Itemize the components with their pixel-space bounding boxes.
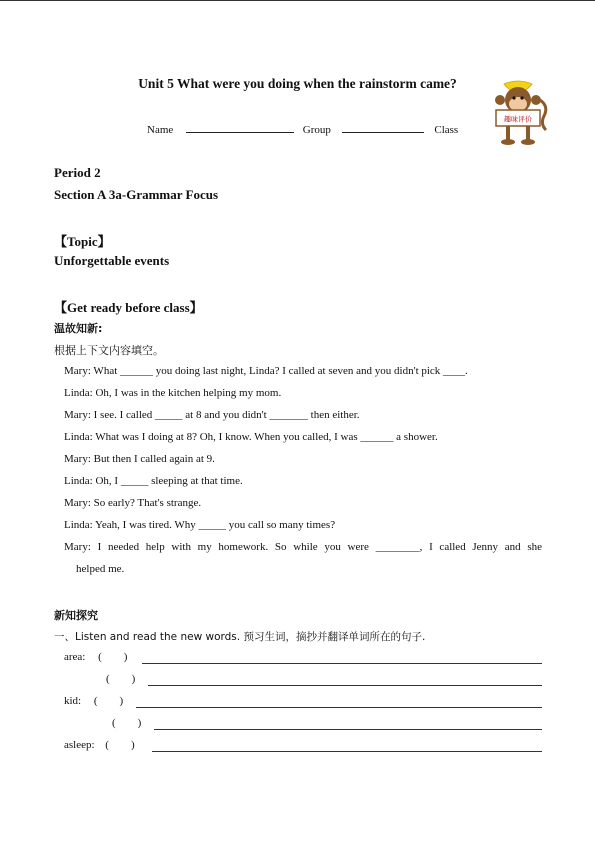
review-heading: 温故知新: — [54, 322, 103, 335]
student-info-row — [147, 122, 458, 136]
instruction-text: 根据上下文内容填空。 — [54, 344, 164, 357]
section-heading: Section A 3a-Grammar Focus — [54, 187, 219, 202]
group-field[interactable] — [342, 122, 424, 133]
period-heading: Period 2 — [54, 165, 101, 180]
vocab-word: asleep: — [64, 739, 95, 751]
dialogue-line: Linda: What was I doing at 8? Oh, I know. When you called, I was ______ a shower. — [64, 431, 438, 443]
monkey-evaluation-icon — [486, 78, 550, 148]
dialogue-line: Mary: So early? That's strange. — [64, 497, 202, 509]
answer-line[interactable] — [148, 685, 542, 686]
dialogue-line: Mary: I see. I called _____ at 8 and you didn't _______ then either. — [64, 409, 360, 421]
dialogue-line: helped me. — [76, 563, 125, 575]
page-top-border — [0, 0, 595, 1]
class-label: Class — [434, 124, 459, 136]
vocab-row — [106, 673, 135, 685]
vocab-row — [64, 651, 127, 663]
answer-line[interactable] — [152, 751, 542, 752]
vocab-word: area: — [64, 651, 86, 663]
answer-line[interactable] — [142, 663, 542, 664]
dialogue-line: Mary: I needed help with my homework. So while you were ________, I called Jenny and she — [64, 541, 542, 553]
vocab-paren: ( ) — [105, 739, 135, 751]
ready-heading: 【Get ready before class】 — [54, 300, 203, 315]
vocab-paren: ( ) — [106, 673, 136, 685]
dialogue-line: Linda: Oh, I was in the kitchen helping my mom. — [64, 387, 282, 399]
dialogue-line: Mary: What ______ you doing last night, Linda? I called at seven and you didn't pick ____. — [64, 365, 468, 377]
badge-text: 趣味评价 — [504, 115, 532, 124]
task-text: 一、Listen and read the new words. 预习生词，摘抄并翻译单词所在的句子. — [54, 631, 426, 643]
topic-heading: 【Topic】 — [54, 234, 111, 249]
vocab-row — [64, 695, 123, 707]
dialogue-line: Linda: Oh, I _____ sleeping at that time. — [64, 475, 243, 487]
vocab-row — [64, 739, 135, 751]
vocab-paren: ( ) — [98, 651, 128, 663]
name-label: Name — [147, 124, 174, 136]
topic-text: Unforgettable events — [54, 253, 170, 268]
answer-line[interactable] — [154, 729, 542, 730]
dialogue-line: Mary: But then I called again at 9. — [64, 453, 215, 465]
dialogue-line: Linda: Yeah, I was tired. Why _____ you call so many times? — [64, 519, 336, 531]
vocab-paren: ( ) — [112, 717, 142, 729]
vocab-word: kid: — [64, 695, 82, 707]
answer-line[interactable] — [136, 707, 542, 708]
vocab-paren: ( ) — [93, 695, 124, 707]
explore-heading: 新知探究 — [54, 609, 98, 622]
name-field[interactable] — [186, 122, 294, 133]
page-title: Unit 5 What were you doing when the rainstorm came? — [138, 76, 457, 91]
vocab-row — [112, 717, 141, 729]
group-label: Group — [302, 124, 331, 136]
